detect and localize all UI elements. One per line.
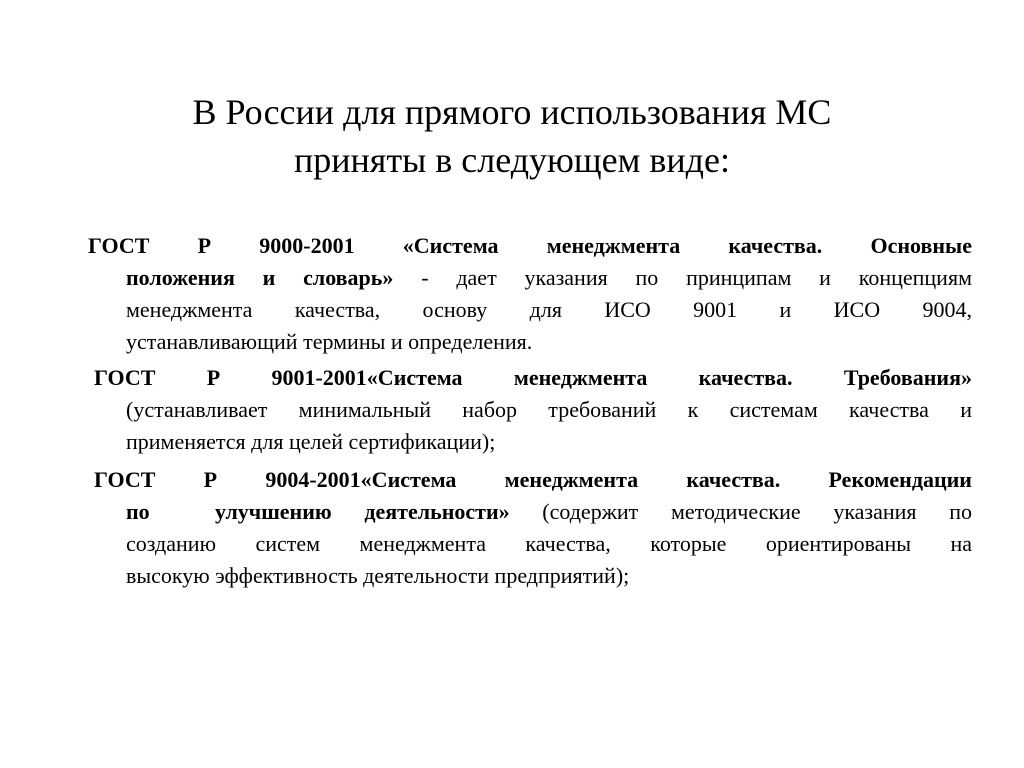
standard-item-description: - дает указания по принципам и концепциям bbox=[393, 265, 972, 290]
standard-item-description-line: созданию систем менеджмента качества, которые ориентированы на bbox=[126, 531, 972, 556]
standard-item-heading: ГОСТ Р 9001-2001«Система менеджмента качества. Требования» bbox=[94, 365, 972, 390]
standard-item-description-line: высокую эффективность деятельности предприятий); bbox=[126, 563, 630, 588]
slide-title-line-1: В России для прямого использования МС bbox=[192, 92, 832, 132]
standard-item-description-line: устанавливающий термины и определения. bbox=[126, 329, 533, 354]
standard-item-gost-9004 bbox=[88, 464, 972, 592]
standard-item-heading-cont: по улучшению деятельности» bbox=[126, 499, 510, 524]
standard-item-description-line: менеджмента качества, основу для ИСО 9001 и ИСО 9004, bbox=[126, 297, 972, 322]
standard-item-description: (содержит методические указания по bbox=[509, 499, 972, 524]
standard-item-heading: ГОСТ Р 9004-2001«Система менеджмента качества. Рекомендации bbox=[94, 467, 972, 492]
standard-item-heading: ГОСТ Р 9000-2001 «Система менеджмента качества. Основные bbox=[88, 233, 972, 258]
slide-title bbox=[100, 88, 924, 184]
standard-item-gost-9000 bbox=[88, 230, 972, 358]
standards-list bbox=[88, 230, 972, 596]
standard-item-gost-9001 bbox=[88, 362, 972, 458]
standard-item-description-line: применяется для целей сертификации); bbox=[126, 429, 496, 454]
standard-item-heading-cont: положения и словарь» bbox=[126, 265, 394, 290]
standard-item-description-line: (устанавливает минимальный набор требований к системам качества и bbox=[126, 397, 972, 422]
slide-title-line-2: приняты в следующем виде: bbox=[294, 140, 730, 180]
